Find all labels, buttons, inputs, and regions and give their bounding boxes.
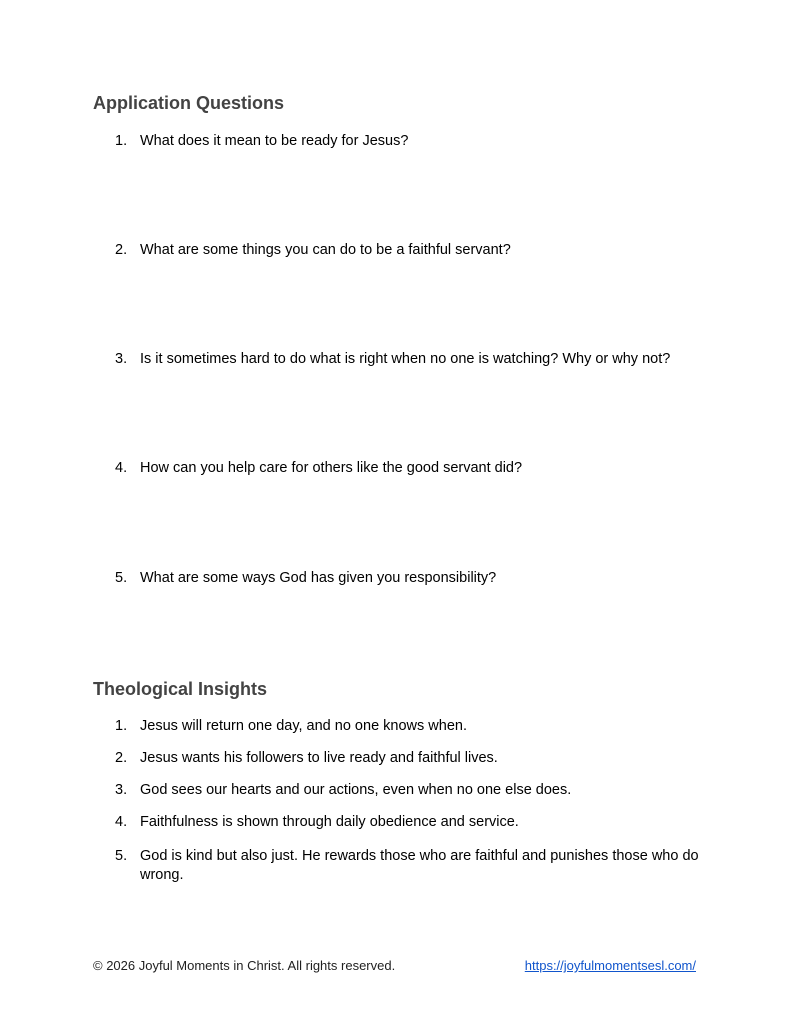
item-text: God sees our hearts and our actions, even when no one else does.	[140, 782, 572, 798]
item-text: How can you help care for others like the good servant did?	[140, 460, 523, 476]
list-item	[115, 813, 715, 832]
item-number: 4.	[115, 814, 128, 830]
item-text: God is kind but also just. He rewards those who are faithful and punishes those who do wrong.	[140, 848, 699, 883]
item-text: What are some things you can do to be a faithful servant?	[140, 242, 511, 258]
item-text: What are some ways God has given you responsibility?	[140, 570, 497, 586]
list-item	[115, 749, 715, 768]
list-item	[115, 781, 715, 800]
item-number: 5.	[115, 848, 128, 864]
item-text: Jesus will return one day, and no one knows when.	[140, 718, 467, 734]
list-item	[115, 350, 715, 369]
application-questions-heading: Application Questions	[93, 93, 285, 113]
item-number: 2.	[115, 242, 128, 258]
item-number: 3.	[115, 782, 128, 798]
item-text: Is it sometimes hard to do what is right when no one is watching? Why or why not?	[140, 351, 671, 367]
theological-insights-heading: Theological Insights	[93, 679, 268, 699]
item-number: 3.	[115, 351, 128, 367]
list-item	[115, 569, 715, 588]
list-item	[115, 717, 715, 736]
item-number: 1.	[115, 718, 128, 734]
item-number: 5.	[115, 570, 128, 586]
item-number: 2.	[115, 750, 128, 766]
item-number: 4.	[115, 460, 128, 476]
item-text: Jesus wants his followers to live ready and faithful lives.	[140, 750, 498, 766]
copyright-notice: © 2026 Joyful Moments in Christ. All rights reserved.	[93, 958, 396, 973]
list-item	[115, 459, 715, 478]
list-item	[115, 847, 715, 885]
website-link[interactable]: https://joyfulmomentsesl.com/	[524, 958, 696, 973]
item-text: What does it mean to be ready for Jesus?	[140, 133, 409, 149]
item-text: Faithfulness is shown through daily obedience and service.	[140, 814, 519, 830]
list-item	[115, 132, 715, 151]
item-number: 1.	[115, 133, 128, 149]
list-item	[115, 241, 715, 260]
